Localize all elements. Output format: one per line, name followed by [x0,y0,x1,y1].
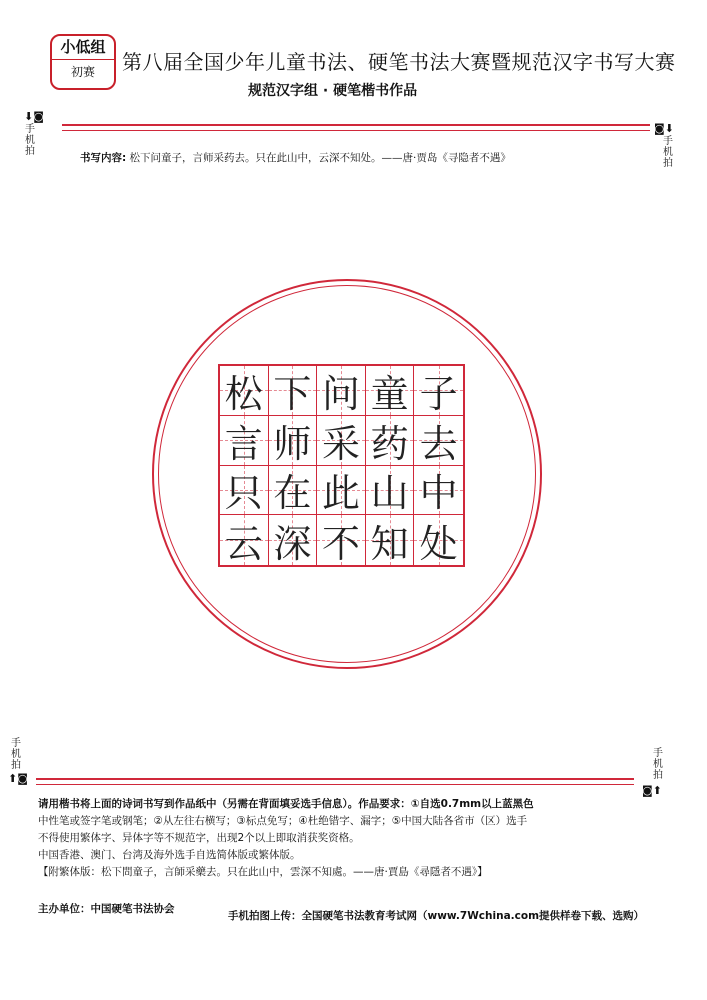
content-text: 松下问童子，言师采药去。只在此山中，云深不知处。——唐·贾岛《寻隐者不遇》 [129,152,511,164]
page-subtitle: 规范汉字组 · 硬笔楷书作品 [248,83,418,99]
grid-cell: 问 [317,366,366,416]
side-label-top-left: 手机拍 [25,124,35,157]
stage-label: 初赛 [70,65,95,79]
camera-icon: ◙⬆ [642,784,662,797]
grid-cell: 子 [414,366,463,416]
bottom-rule [36,778,634,780]
grid-cell: 师 [269,416,318,466]
grid-cell: 此 [317,466,366,516]
requirements-line: 不得使用繁体字、异体字等不规范字，出现2个以上即取消获奖资格。 [38,832,360,844]
side-label-bottom-left: 手机拍 [11,738,21,771]
organizer: 主办单位：中国硬笔书法协会 [38,903,175,915]
top-rule-thin [62,130,650,131]
grid-cell: 中 [414,466,463,516]
grid-cell: 在 [269,466,318,516]
camera-icon: ◙⬇ [654,122,674,135]
grid-cell: 山 [366,466,415,516]
grid-cell: 去 [414,416,463,466]
writing-grid [218,364,465,567]
grid-cell: 药 [366,416,415,466]
grid-cell: 下 [269,366,318,416]
camera-icon: ⬆◙ [8,772,28,785]
group-label: 小低组 [60,38,106,56]
side-label-bottom-right: 手机拍 [653,748,663,781]
content-line [80,150,511,165]
grid-cell: 松 [220,366,269,416]
grid-cell: 采 [317,416,366,466]
bottom-rule-thin [36,784,634,785]
camera-icon: ⬇◙ [24,110,44,123]
requirements-line: 中国香港、澳门、台湾及海外选手自选简体版或繁体版。 [38,849,301,861]
grid-cell: 深 [269,515,318,565]
requirements-text [38,796,678,881]
grid-cell: 童 [366,366,415,416]
content-label: 书写内容: [80,152,127,164]
requirements-line: 请用楷书将上面的诗词书写到作品纸中（另需在背面填妥选手信息）。作品要求：①自选0.7mm以上蓝黑色 [38,798,534,810]
side-label-top-right: 手机拍 [663,136,673,169]
grid-cell: 言 [220,416,269,466]
grid-cell: 知 [366,515,415,565]
grid-cell: 云 [220,515,269,565]
requirements-line: 中性笔或签字笔或钢笔；②从左往右横写；③标点免写；④杜绝错字、漏字；⑤中国大陆各省市（区）选手 [38,815,528,827]
page-title: 第八届全国少年儿童书法、硬笔书法大赛暨规范汉字书写大赛 [122,50,676,74]
badge-divider [52,59,114,60]
upload-info: 手机拍图上传：全国硬笔书法教育考试网（www.7Wchina.com提供样卷下载、选购） [228,910,645,922]
traditional-version: 【附繁体版：松下問童子，言師采藥去。只在此山中，雲深不知處。——唐·賈島《尋隱者不遇》】 [38,866,488,878]
top-rule [62,124,650,126]
grid-cell: 不 [317,515,366,565]
grid-cell: 处 [414,515,463,565]
grid-cell: 只 [220,466,269,516]
